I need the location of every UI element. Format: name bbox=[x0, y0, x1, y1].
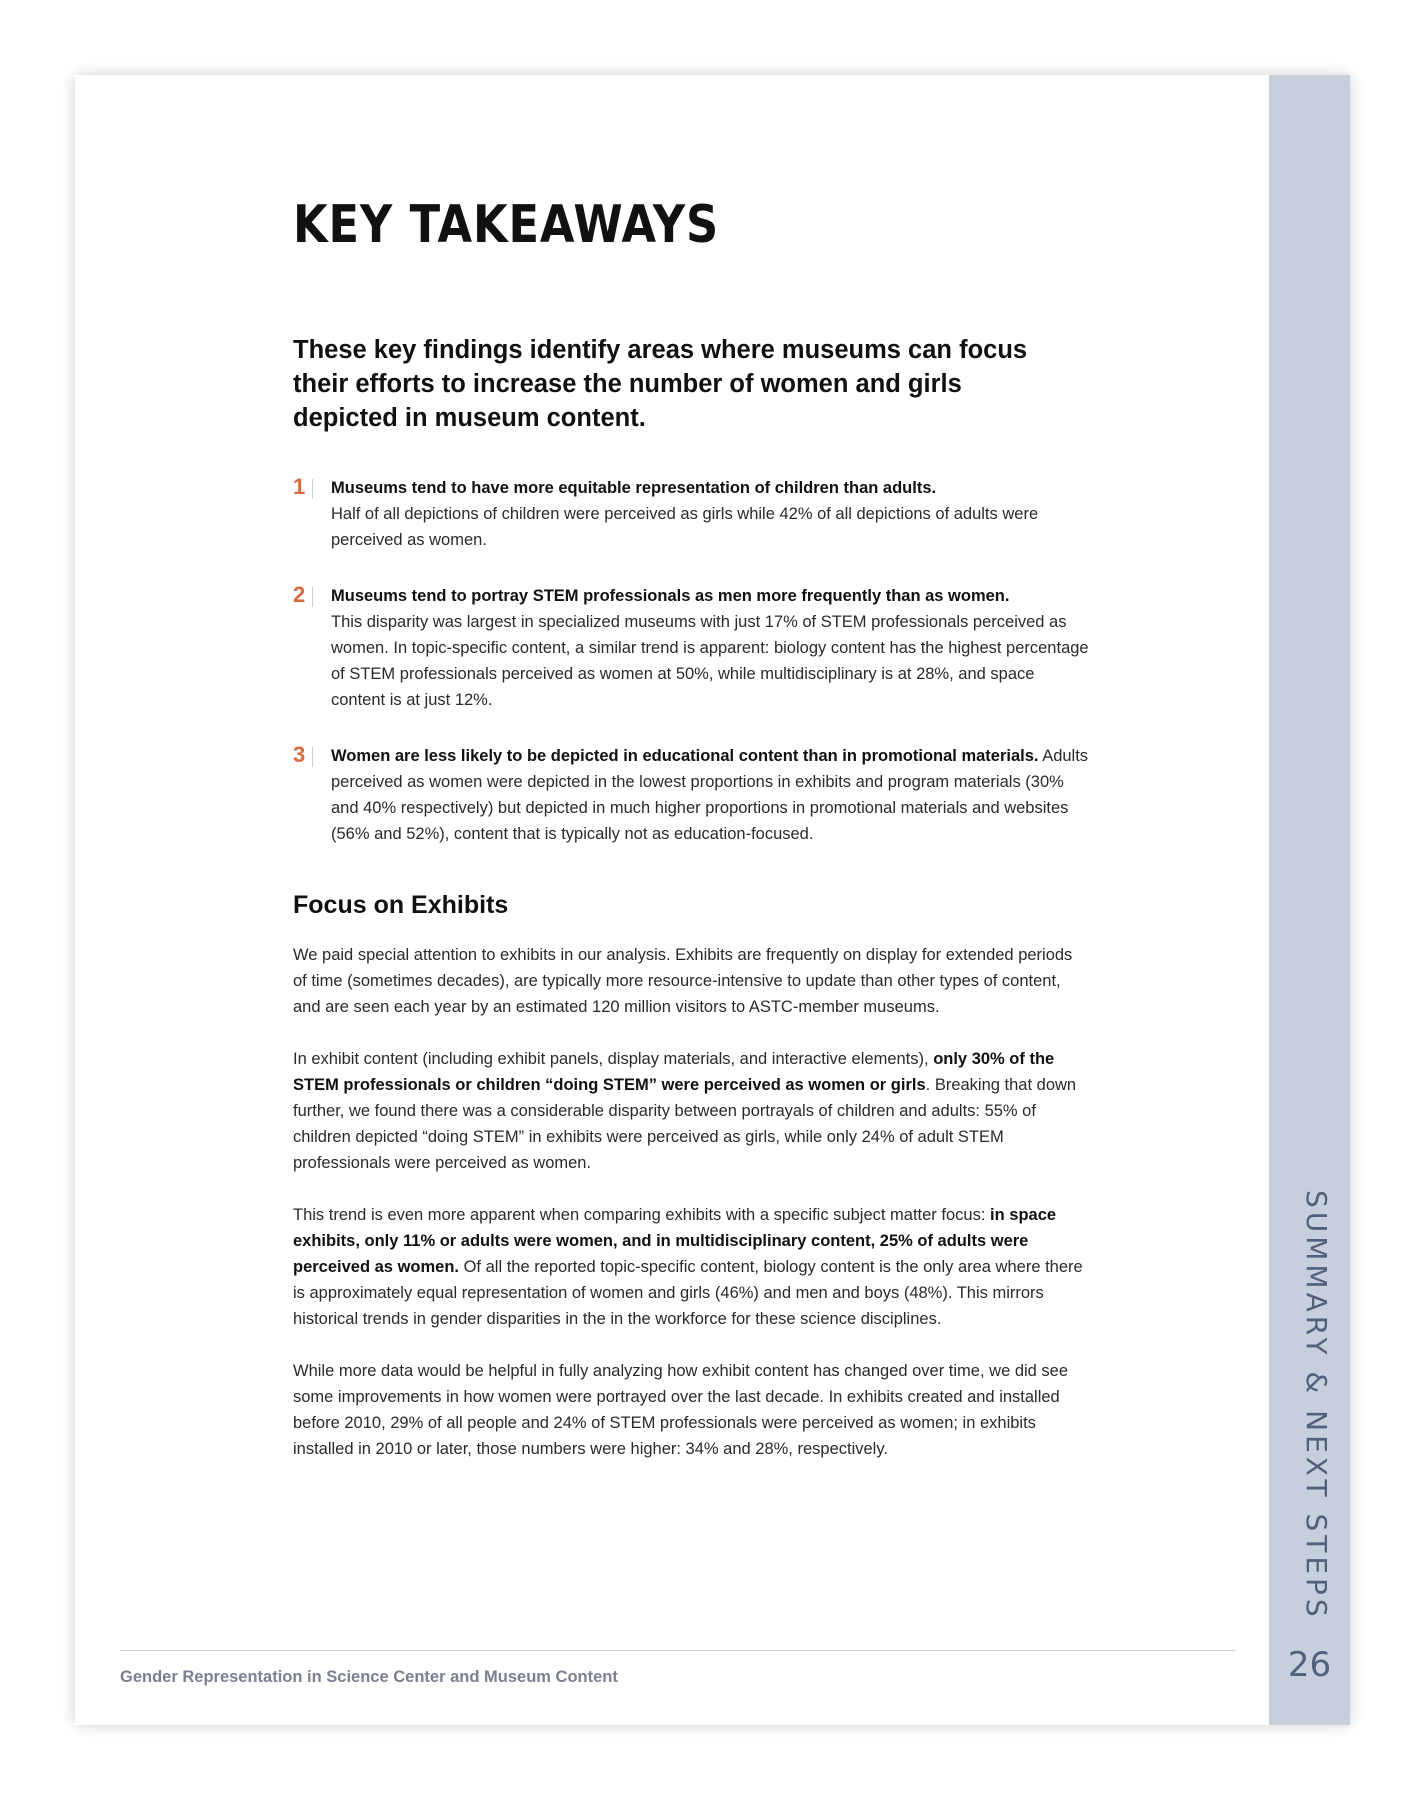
finding-item bbox=[293, 743, 1091, 847]
footer-divider bbox=[120, 1650, 1235, 1651]
paragraph-4: While more data would be helpful in fully analyzing how exhibit content has changed over time, we did see some improvements in how women were portrayed over the last decade. In exhibits created and installed before 2010, 29% of all people and 24% of STEM professionals were perceived as women; in exhibits installed in 2010 or later, those numbers were higher: 34% and 28%, respectively. bbox=[293, 1362, 1069, 1458]
paragraph-2-highlight: only 30% of the STEM professionals or children “doing STEM” were perceived as women or girls bbox=[293, 1050, 1055, 1094]
page-title: KEY TAKEAWAYS bbox=[293, 195, 720, 255]
sidebar-section-label: SUMMARY & NEXT STEPS bbox=[1300, 1190, 1333, 1621]
paragraph-3-highlight: in space exhibits, only 11% or adults were women, and in multidisciplinary content, 25% of adults were perceived as women. bbox=[293, 1206, 1057, 1276]
finding-number: 2 bbox=[293, 582, 306, 607]
footer-publication-title: Gender Representation in Science Center and Museum Content bbox=[120, 1668, 618, 1686]
paragraph-3-text-a: This trend is even more apparent when comparing exhibits with a specific subject matter focus: bbox=[293, 1206, 986, 1224]
page-number: 26 bbox=[1287, 1645, 1332, 1685]
number-divider bbox=[312, 479, 313, 499]
number-divider bbox=[312, 747, 313, 767]
paragraph-2 bbox=[293, 1046, 1083, 1176]
finding-body: Adults perceived as women were depicted in the lowest proportions in exhibits and program materials (30% and 40% respectively) but depicted in much higher proportions in promotional materials and websites (56% and 52%), content that is typically not as education-focused. bbox=[331, 747, 1089, 843]
main-content bbox=[293, 195, 1093, 1462]
section-heading: Focus on Exhibits bbox=[293, 891, 509, 919]
number-divider bbox=[312, 587, 313, 607]
paragraph-3-text-c: Of all the reported topic-specific content, biology content is the only area where there is approximately equal representation of women and girls (46%) and men and boys (48%). This mirrors historical trends in gender disparities in the in the workforce for these science disciplines. bbox=[293, 1258, 1083, 1328]
finding-lead: Museums tend to have more equitable representation of children than adults. bbox=[331, 479, 937, 497]
finding-item bbox=[293, 475, 1091, 553]
finding-number: 1 bbox=[293, 474, 306, 499]
finding-body: Half of all depictions of children were perceived as girls while 42% of all depictions of adults were perceived as women. bbox=[331, 505, 1039, 549]
paragraph-1: We paid special attention to exhibits in our analysis. Exhibits are frequently on display for extended periods of time (sometimes decades), are typically more resource-intensive to update than other types of content, and are seen each year by an estimated 120 million visitors to ASTC-member museums. bbox=[293, 946, 1073, 1016]
intro-statement: These key findings identify areas where museums can focus their efforts to increase the number of women and girls depicted in museum content. bbox=[293, 336, 1028, 432]
paragraph-2-text-a: In exhibit content (including exhibit panels, display materials, and interactive elements), bbox=[293, 1050, 929, 1068]
finding-lead: Women are less likely to be depicted in educational content than in promotional materials. bbox=[331, 747, 1039, 765]
paragraph-3 bbox=[293, 1202, 1083, 1332]
document-page bbox=[75, 75, 1350, 1725]
finding-number: 3 bbox=[293, 742, 306, 767]
finding-item bbox=[293, 583, 1091, 713]
paragraph-2-text-c: . Breaking that down further, we found there was a considerable disparity between portrayals of children and adults: 55% of children depicted “doing STEM” in exhibits were perceived as girls, while only 24% of adult STEM professionals were perceived as women. bbox=[293, 1076, 1077, 1172]
finding-lead: Museums tend to portray STEM professionals as men more frequently than as women. bbox=[331, 587, 1010, 605]
finding-body: This disparity was largest in specialized museums with just 17% of STEM professionals perceived as women. In topic-specific content, a similar trend is apparent: biology content has the highest percentage of STEM professionals perceived as women at 50%, while multidisciplinary is at 28%, and space content is at just 12%. bbox=[331, 613, 1089, 709]
findings-list bbox=[293, 475, 1093, 847]
